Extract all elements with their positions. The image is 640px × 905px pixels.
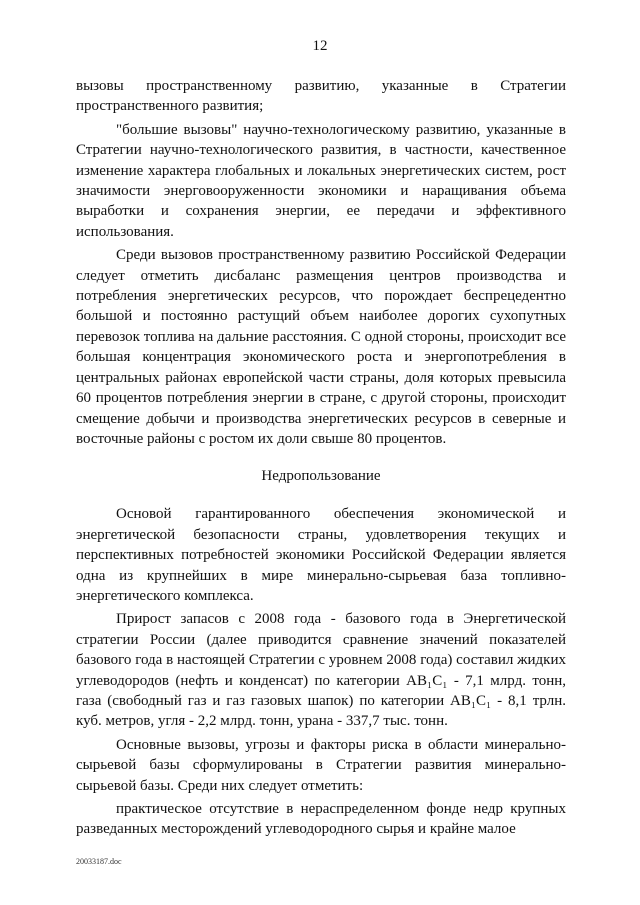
paragraph: Основой гарантированного обеспечения экономической и энергетической безопасности страны, удовлетворения текущих и перспективных потребностей экономики Российской Федерации является одна из крупнейших в мире минерально-сырьевая база топливно-энергетического комплекса. [76,506,566,604]
section-heading: Недропользование [261,468,381,485]
document-body [76,76,566,840]
paragraph: вызовы пространственному развитию, указанные в Стратегии пространственного развития; [76,78,566,115]
document-code: 20033187.doc [76,857,122,866]
paragraph: Прирост запасов с 2008 года - базового года в Энергетической стратегии России (далее приводится сравнение значений показателей базового года в настоящей Стратегии с уровнем 2008 года) составил жидких углеводородов (нефть и конденсат) по категории АВ₁С₁ - 7,1 млрд. тонн, газа (свободный газ и газ газовых шапок) по категории АВ₁С₁ - 8,1 трлн. куб. метров, угля - 2,2 млрд. тонн, урана - 337,7 тыс. тонн. [76,611,566,730]
page-number: 12 [312,38,328,54]
paragraph: Среди вызовов пространственному развитию Российской Федерации следует отметить дисбаланс размещения центров производства и потребления энергетических ресурсов, что порождает беспрецедентно большой и постоянно растущий объем наиболее дорогих сухопутных перевозок топлива на дальние расстояния. С одной стороны, происходит все большая концентрация экономического роста и энергопотребления в центральных районах европейской части страны, доля которых превысила 60 процентов потребления энергии в стране, с другой стороны, происходит смещение добычи и производства энергетических ресурсов в северные и восточные районы с ростом их доли свыше 80 процентов. [76,247,566,447]
paragraph: Основные вызовы, угрозы и факторы риска в области минерально-сырьевой базы сформулированы в Стратегии развития минерально-сырьевой базы. Среди них следует отметить: [76,736,566,794]
paragraph: практическое отсутствие в нераспределенном фонде недр крупных разведанных месторождений углеводородного сырья и крайне малое [76,801,566,838]
paragraph: "большие вызовы" научно-технологическому развитию, указанные в Стратегии научно-технологического развития, в частности, качественное изменение характера глобальных и локальных энергетических систем, рост значимости энерговооруженности экономики и наращивания объема выработки и сохранения энергии, ее передачи и эффективного использования. [76,121,566,240]
